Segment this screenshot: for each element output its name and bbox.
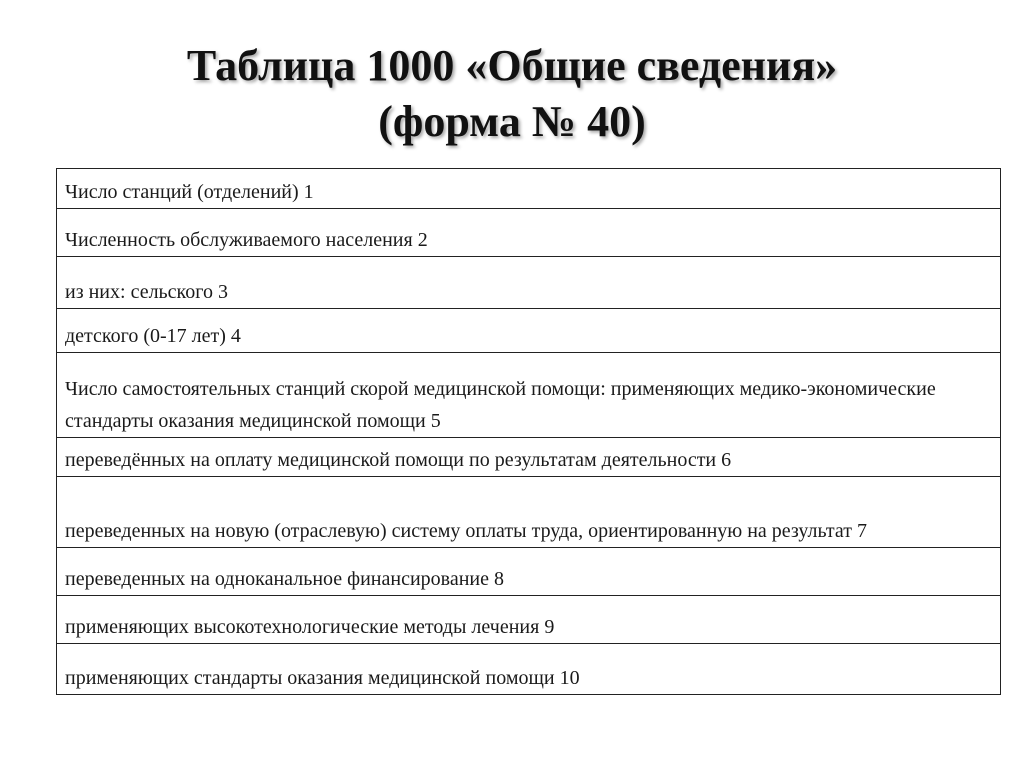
table-cell-care-standards: применяющих стандарты оказания медицинской помощи 10 [57, 644, 1001, 695]
table-row [57, 548, 1001, 596]
table-cell-single-channel-financing: переведенных на одноканальное финансирование 8 [57, 548, 1001, 596]
table-row [57, 353, 1001, 438]
page-title-line-2: (форма № 40) [378, 97, 646, 146]
table-cell-high-tech-methods: применяющих высокотехнологические методы лечения 9 [57, 596, 1001, 644]
general-info-table [56, 168, 1001, 695]
table-cell-results-based-payment: переведённых на оплату медицинской помощи по результатам деятельности 6 [57, 438, 1001, 477]
table-row [57, 596, 1001, 644]
table-row [57, 257, 1001, 309]
table-cell-stations-count: Число станций (отделений) 1 [57, 169, 1001, 209]
page-title-line-1: Таблица 1000 «Общие сведения» [186, 41, 838, 90]
page-title [0, 38, 1024, 150]
table-row [57, 644, 1001, 695]
table-cell-rural-population: из них: сельского 3 [57, 257, 1001, 309]
table-row [57, 477, 1001, 548]
table-row [57, 438, 1001, 477]
table-cell-population-served: Численность обслуживаемого населения 2 [57, 209, 1001, 257]
table-row [57, 169, 1001, 209]
table-row [57, 309, 1001, 353]
table-cell-child-population: детского (0-17 лет) 4 [57, 309, 1001, 353]
table-cell-new-wage-system: переведенных на новую (отраслевую) систему оплаты труда, ориентированную на результат 7 [57, 477, 1001, 548]
table-row [57, 209, 1001, 257]
table-cell-independent-stations: Число самостоятельных станций скорой медицинской помощи: применяющих медико-экономические стандарты оказания медицинской помощи 5 [57, 353, 1001, 438]
